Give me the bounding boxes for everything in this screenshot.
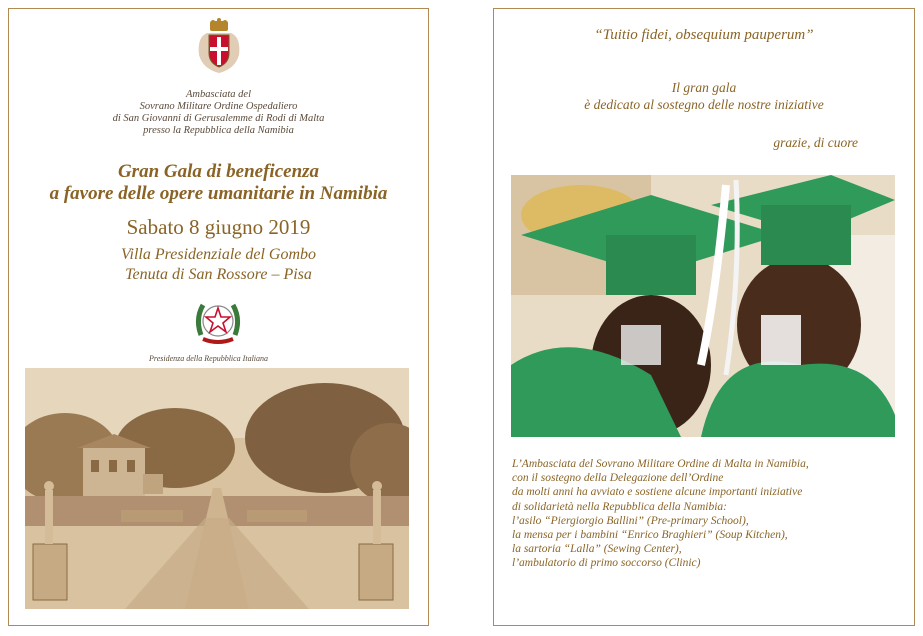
gala-dedication xyxy=(494,79,914,113)
order-initiatives-text xyxy=(512,457,907,571)
initiatives-line: la mensa per i bambini “Enrico Braghieri” (Soup Kitchen), xyxy=(512,529,788,542)
embassy-heading xyxy=(9,89,428,137)
dedication-line: è dedicato al sostegno delle nostre iniziative xyxy=(584,97,824,112)
order-crest-icon xyxy=(193,17,245,75)
initiatives-line: con il sostegno della Delegazione dell’Ordine xyxy=(512,472,724,485)
initiatives-line: l’ambulatorio di primo soccorso (Clinic) xyxy=(512,557,701,570)
gala-title-line: a favore delle opere umanitarie in Namibia xyxy=(49,183,388,204)
embassy-line: Sovrano Militare Ordine Ospedaliero xyxy=(139,101,298,112)
dedication-line: Il gran gala xyxy=(671,80,737,95)
thanks-line: grazie, di cuore xyxy=(773,135,858,150)
order-motto: “Tuitio fidei, obsequium pauperum” xyxy=(594,27,814,43)
venue-line: Tenuta di San Rossore – Pisa xyxy=(125,266,312,283)
gala-date: Sabato 8 giugno 2019 xyxy=(126,215,311,239)
villa-photo xyxy=(25,368,409,609)
right-page xyxy=(493,8,915,626)
left-page xyxy=(8,8,429,626)
presidency-caption: Presidenza della Repubblica Italiana xyxy=(149,354,269,363)
gala-title xyxy=(9,161,428,205)
embassy-line: presso la Repubblica della Namibia xyxy=(143,125,294,136)
gala-venue xyxy=(9,245,428,285)
initiatives-line: la sartoria “Lalla” (Sewing Center), xyxy=(512,543,682,556)
embassy-line: Ambasciata del xyxy=(185,89,252,100)
gala-title-line: Gran Gala di beneficenza xyxy=(117,161,320,182)
children-graduation-photo xyxy=(511,175,895,437)
initiatives-line: l’asilo “Piergiorgio Ballini” (Pre-primary School), xyxy=(512,514,749,527)
initiatives-line: da molti anni ha avviato e sostiene alcune importanti iniziative xyxy=(512,486,803,499)
italian-republic-emblem-icon xyxy=(193,295,243,347)
initiatives-line: L’Ambasciata del Sovrano Militare Ordine di Malta in Namibia, xyxy=(512,458,809,470)
venue-line: Villa Presidenziale del Gombo xyxy=(120,246,317,263)
initiatives-line: di solidarietà nella Repubblica della Namibia: xyxy=(512,500,727,513)
embassy-line: di San Giovanni di Gerusalemme di Rodi di Malta xyxy=(112,113,325,124)
